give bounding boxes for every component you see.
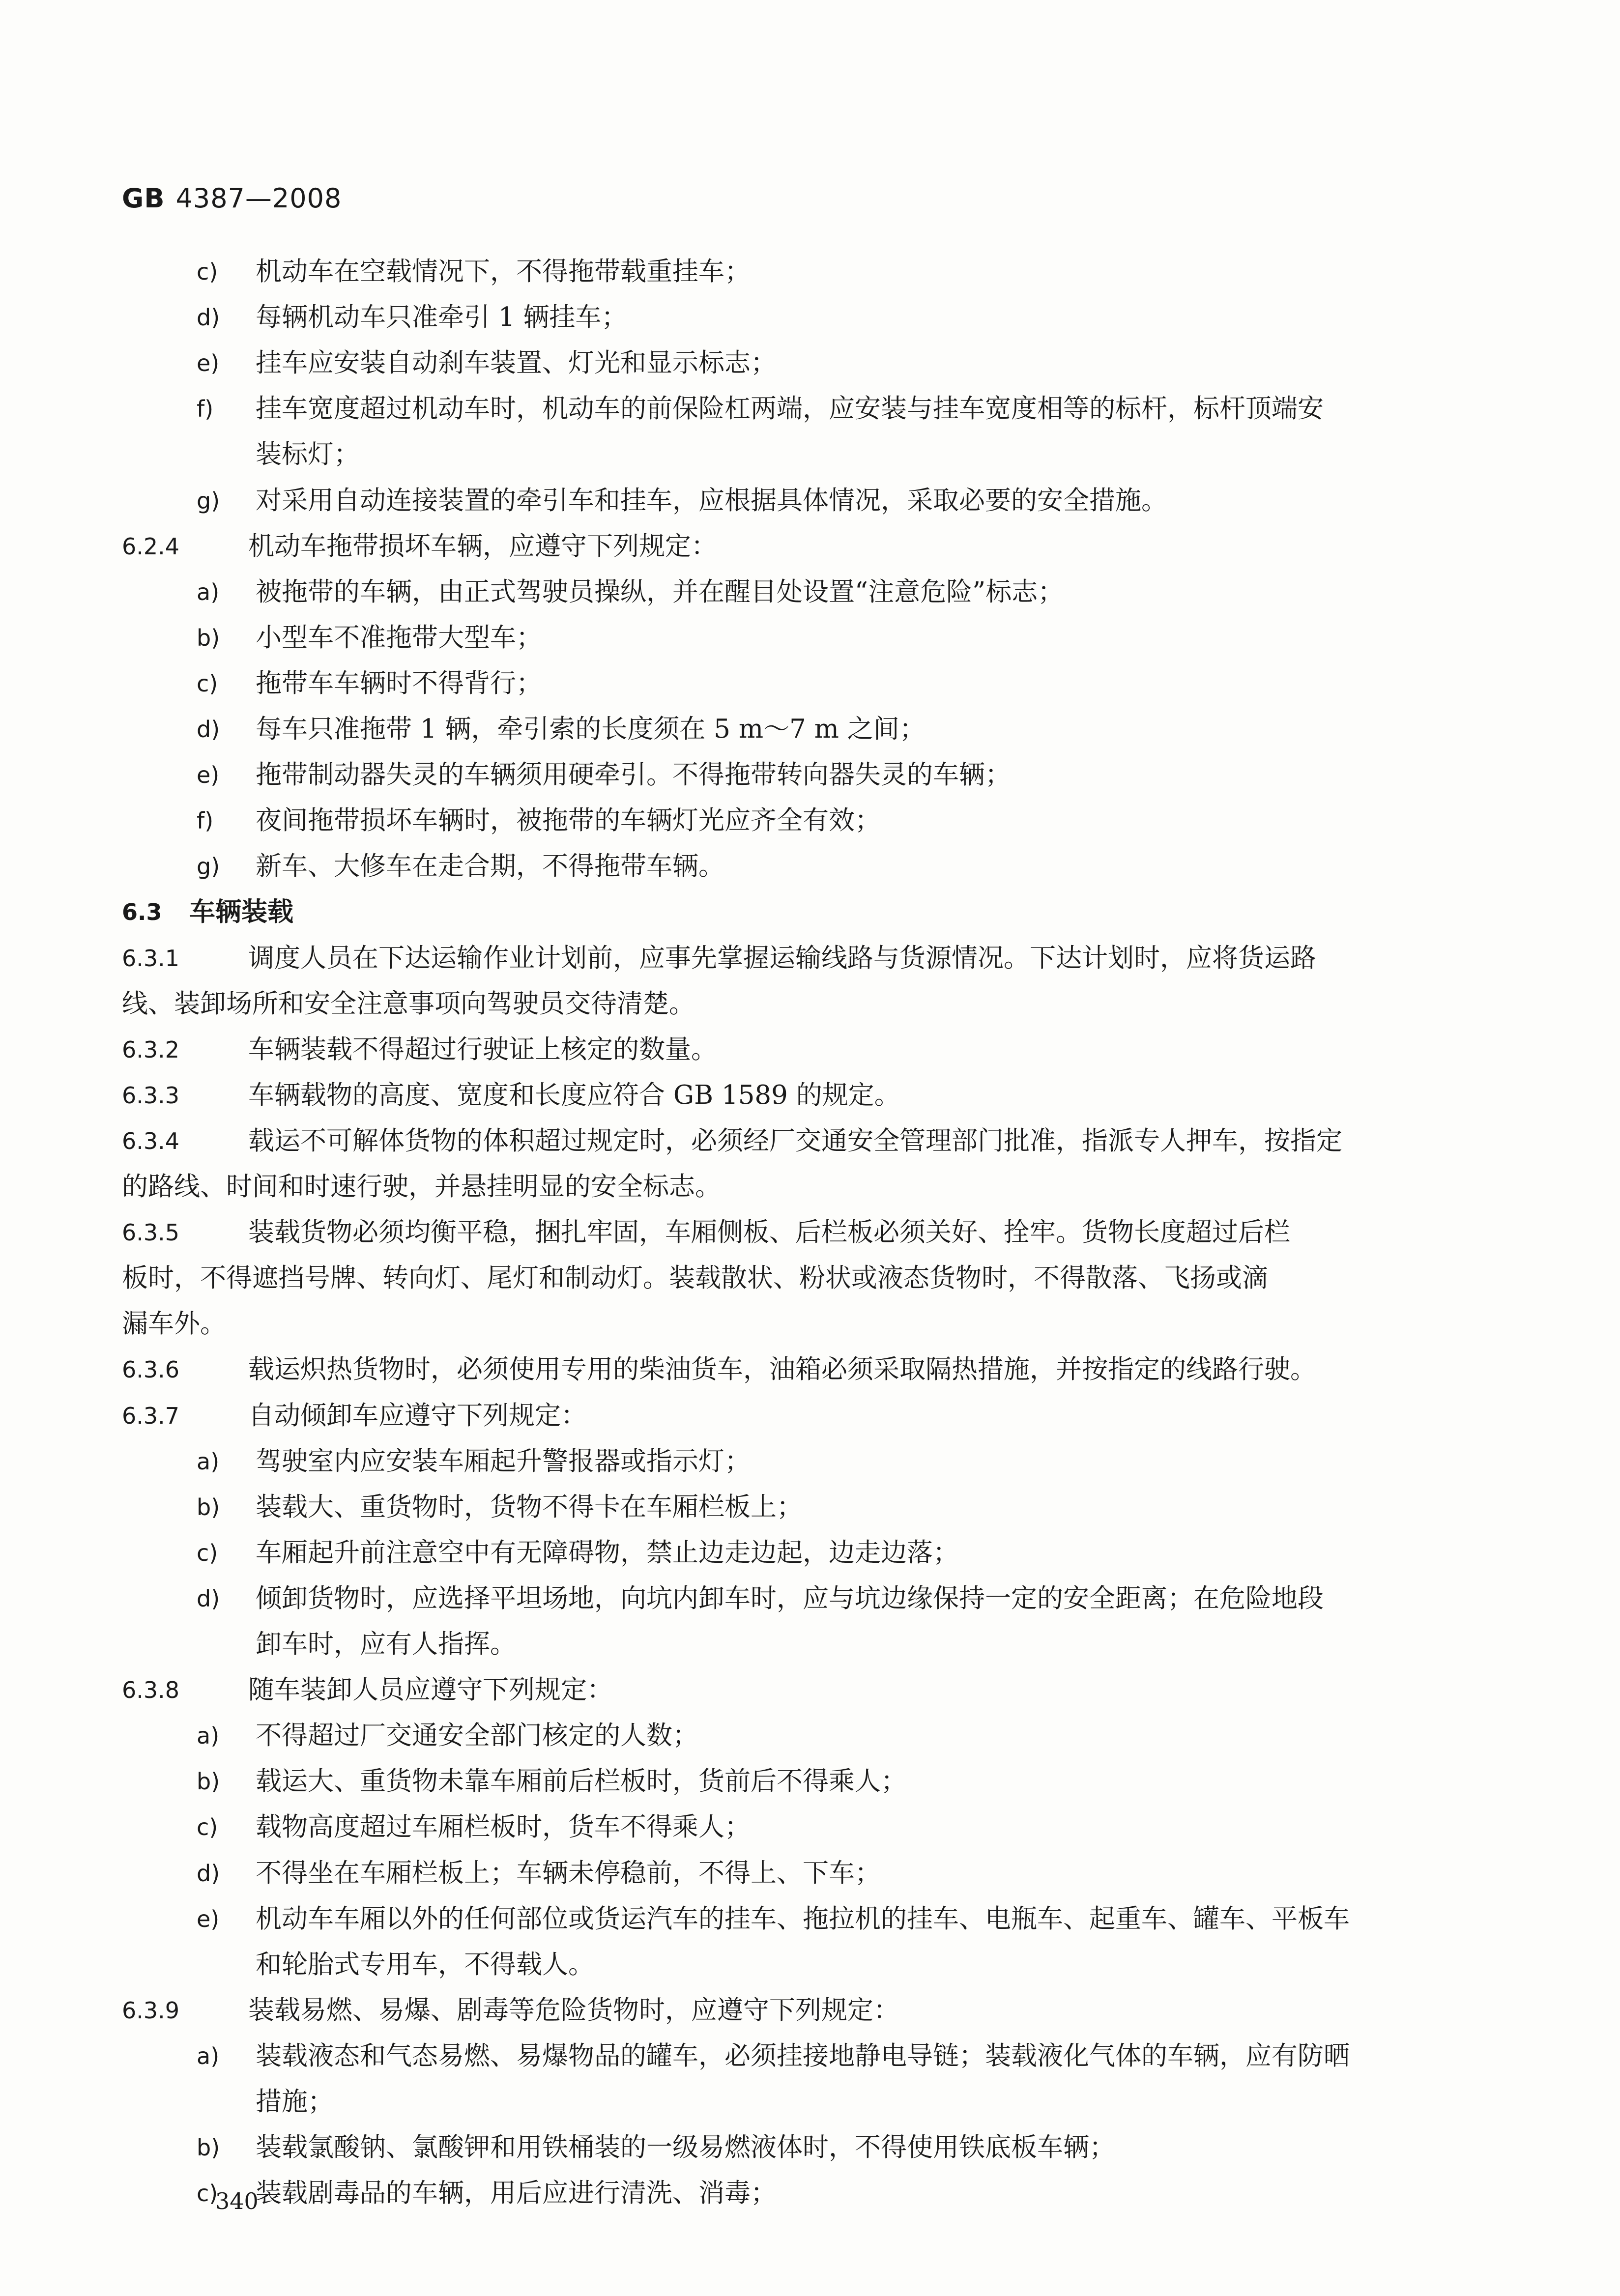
clause-number: 6.3.8 — [122, 1677, 180, 1703]
list-marker: b) — [197, 2134, 220, 2161]
list-item-text: 对采用自动连接装置的牵引车和挂车，应根据具体情况，采取必要的安全措施。 — [256, 486, 1167, 516]
clause-continuation: 线、装卸场所和安全注意事项向驾驶员交待清楚。 — [122, 989, 695, 1019]
list-marker: c) — [197, 1814, 218, 1840]
clause-number: 6.3.2 — [122, 1036, 180, 1063]
list-marker: d) — [197, 304, 220, 331]
list-marker: d) — [197, 1860, 220, 1887]
list-marker: f) — [197, 807, 214, 834]
clause-number: 6.3.1 — [122, 945, 180, 972]
list-item-text: 装载液态和气态易燃、易爆物品的罐车，必须挂接地静电导链；装载液化气体的车辆，应有防晒 — [256, 2041, 1350, 2071]
list-marker: d) — [197, 1585, 220, 1612]
clause-continuation: 漏车外。 — [122, 1309, 226, 1339]
list-marker: d) — [197, 716, 220, 743]
list-marker: a) — [197, 2043, 220, 2069]
list-marker: c) — [197, 2180, 218, 2207]
clause-number: 6.3.6 — [122, 1356, 180, 1383]
list-item-text: 拖带制动器失灵的车辆须用硬牵引。不得拖带转向器失灵的车辆； — [256, 760, 1011, 790]
clause-text: 机动车拖带损坏车辆，应遵守下列规定： — [248, 531, 717, 561]
list-item-text: 新车、大修车在走合期，不得拖带车辆。 — [256, 851, 724, 881]
section-number: 6.3 — [122, 899, 162, 925]
list-item-text: 和轮胎式专用车，不得载人。 — [256, 1950, 594, 1980]
list-marker: g) — [197, 488, 220, 514]
list-marker: c) — [197, 258, 218, 285]
list-marker: a) — [197, 1448, 220, 1475]
list-item-text: 车厢起升前注意空中有无障碍物，禁止边走边起，边走边落； — [256, 1538, 959, 1568]
list-marker: g) — [197, 853, 220, 880]
list-item-text: 拖带车车辆时不得背行； — [256, 668, 542, 698]
list-item-text: 措施； — [256, 2087, 334, 2117]
list-item-text: 每辆机动车只准牵引 1 辆挂车； — [256, 302, 628, 332]
clause-text: 装载易燃、易爆、剧毒等危险货物时，应遵守下列规定： — [248, 1995, 899, 2025]
section-title: 车辆装载 — [189, 897, 293, 927]
clause-text: 车辆载物的高度、宽度和长度应符合 GB 1589 的规定。 — [248, 1080, 900, 1110]
list-item-text: 挂车宽度超过机动车时，机动车的前保险杠两端，应安装与挂车宽度相等的标杆，标杆顶端安 — [256, 394, 1324, 424]
list-item-text: 夜间拖带损坏车辆时，被拖带的车辆灯光应齐全有效； — [256, 805, 881, 835]
list-marker: b) — [197, 625, 220, 651]
list-marker: f) — [197, 396, 214, 422]
list-marker: a) — [197, 1722, 220, 1749]
clause-text: 自动倾卸车应遵守下列规定： — [248, 1401, 587, 1431]
list-item-text: 机动车车厢以外的任何部位或货运汽车的挂车、拖拉机的挂车、电瓶车、起重车、罐车、平板车 — [256, 1904, 1350, 1934]
list-marker: b) — [197, 1494, 220, 1521]
list-marker: e) — [197, 350, 220, 376]
list-item-text: 机动车在空载情况下，不得拖带载重挂车； — [256, 257, 751, 287]
list-item-text: 每车只准拖带 1 辆，牵引索的长度须在 5 m～7 m 之间； — [256, 714, 926, 744]
clause-continuation: 板时，不得遮挡号牌、转向灯、尾灯和制动灯。装载散状、粉状或液态货物时，不得散落、飞扬或滴 — [122, 1263, 1268, 1293]
list-item-text: 装载剧毒品的车辆，用后应进行清洗、消毒； — [256, 2178, 777, 2208]
list-item-text: 载物高度超过车厢栏板时，货车不得乘人； — [256, 1812, 751, 1842]
list-marker: b) — [197, 1768, 220, 1795]
clause-continuation: 的路线、时间和时速行驶，并悬挂明显的安全标志。 — [122, 1172, 721, 1202]
list-marker: a) — [197, 579, 220, 605]
list-item-text: 装标灯； — [256, 439, 360, 469]
list-item-text: 驾驶室内应安装车厢起升警报器或指示灯； — [256, 1446, 751, 1476]
list-item-text: 小型车不准拖带大型车； — [256, 623, 542, 653]
page-number: 340 — [215, 2188, 259, 2214]
clause-number: 6.3.5 — [122, 1219, 180, 1246]
list-item-text: 载运大、重货物未靠车厢前后栏板时，货前后不得乘人； — [256, 1766, 907, 1796]
list-item-text: 装载氯酸钠、氯酸钾和用铁桶装的一级易燃液体时，不得使用铁底板车辆； — [256, 2132, 1115, 2162]
clause-number: 6.3.4 — [122, 1128, 180, 1154]
list-marker: c) — [197, 1540, 218, 1566]
standard-header — [122, 183, 342, 214]
standard-number: 4387—2008 — [175, 183, 342, 214]
clause-text: 载运炽热货物时，必须使用专用的柴油货车，油箱必须采取隔热措施，并按指定的线路行驶。 — [248, 1354, 1316, 1384]
list-item-text: 不得超过厂交通安全部门核定的人数； — [256, 1721, 698, 1751]
list-marker: e) — [197, 762, 220, 788]
list-item-text: 挂车应安装自动刹车装置、灯光和显示标志； — [256, 348, 777, 378]
list-item-text: 被拖带的车辆，由正式驾驶员操纵，并在醒目处设置“注意危险”标志； — [256, 577, 1064, 607]
list-marker: c) — [197, 670, 218, 697]
clause-text: 载运不可解体货物的体积超过规定时，必须经厂交通安全管理部门批准，指派专人押车，按指定 — [248, 1126, 1342, 1156]
list-item-text: 不得坐在车厢栏板上；车辆未停稳前，不得上、下车； — [256, 1858, 881, 1888]
clause-number: 6.3.3 — [122, 1082, 180, 1109]
clause-number: 6.3.9 — [122, 1997, 180, 2024]
standard-prefix: GB — [122, 183, 165, 214]
clause-number: 6.2.4 — [122, 533, 180, 560]
list-item-text: 倾卸货物时，应选择平坦场地，向坑内卸车时，应与坑边缘保持一定的安全距离；在危险地段 — [256, 1583, 1324, 1613]
list-marker: e) — [197, 1906, 220, 1932]
clause-text: 调度人员在下达运输作业计划前，应事先掌握运输线路与货源情况。下达计划时，应将货运路 — [248, 943, 1316, 973]
clause-text: 随车装卸人员应遵守下列规定： — [248, 1675, 613, 1705]
list-item-text: 装载大、重货物时，货物不得卡在车厢栏板上； — [256, 1492, 803, 1522]
clause-text: 装载货物必须均衡平稳，捆扎牢固，车厢侧板、后栏板必须关好、拴牢。货物长度超过后栏 — [248, 1217, 1290, 1247]
clause-number: 6.3.7 — [122, 1403, 180, 1429]
clause-text: 车辆装载不得超过行驶证上核定的数量。 — [248, 1034, 717, 1064]
list-item-text: 卸车时，应有人指挥。 — [256, 1629, 516, 1659]
